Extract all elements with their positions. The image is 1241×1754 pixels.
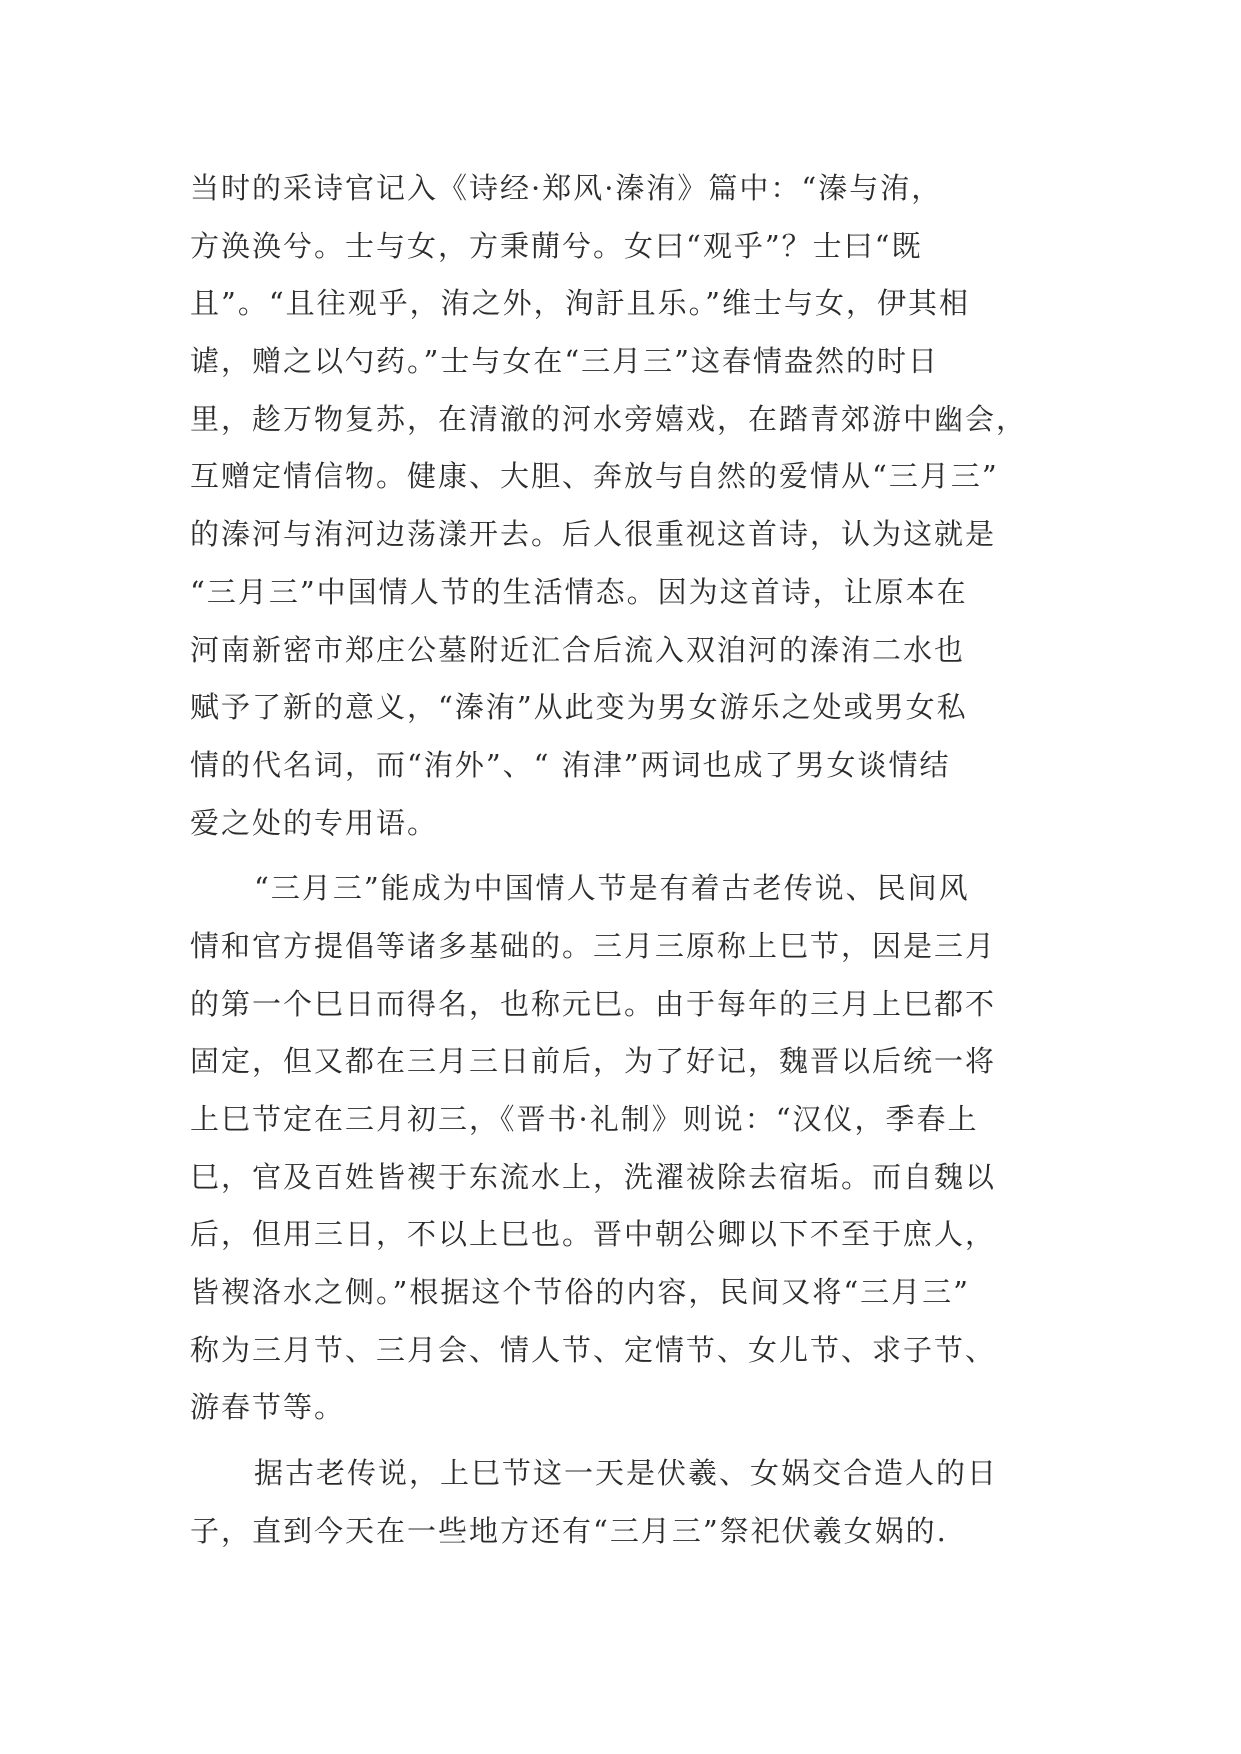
paragraph-1-line-10: 赋予了新的意义，“溱洧”从此变为男女游乐之处或男女私	[190, 690, 968, 725]
paragraph-1-line-8: “三月三”中国情人节的生活情态。因为这首诗，让原本在	[190, 574, 968, 609]
paragraph-1-line-5: 里，趁万物复苏，在清澈的河水旁嬉戏，在踏青郊游中幽会，	[190, 401, 1028, 436]
paragraph-2-line-10: 游春节等。	[190, 1390, 346, 1425]
paragraph-1-line-11: 情的代名词，而“洧外”、“ 洧津”两词也成了男女谈情结	[190, 747, 951, 782]
body-text	[190, 160, 1065, 1561]
paragraph-2-line-4: 固定，但又都在三月三日前后，为了好记，魏晋以后统一将	[190, 1044, 997, 1079]
paragraph-2-line-5: 上巳节定在三月初三，《晋书·礼制》则说：“汉仪，季春上	[190, 1102, 979, 1136]
paragraph-1-line-3: 且”。“且往观乎，洧之外，洵訏且乐。”维士与女，伊其相	[190, 286, 970, 321]
paragraph-2-line-3: 的第一个巳日而得名，也称元巳。由于每年的三月上巳都不	[190, 986, 997, 1021]
paragraph-2-line-9: 称为三月节、三月会、情人节、定情节、女儿节、求子节、	[190, 1332, 997, 1367]
paragraph-1-line-1: 当时的采诗官记入《诗经·郑风·溱洧》篇中：“溱与洧，	[190, 171, 943, 205]
paragraph-2-line-2: 情和官方提倡等诸多基础的。三月三原称上巳节，因是三月	[190, 928, 997, 963]
paragraph-1-line-12: 爱之处的专用语。	[190, 805, 439, 840]
paragraph-3-line-2: 子，直到今天在一些地方还有“三月三”祭祀伏羲女娲的.	[190, 1513, 948, 1548]
paragraph-2-line-1: “三月三”能成为中国情人节是有着古老传说、民间风	[254, 871, 970, 906]
paragraph-2-line-8: 皆褉洛水之侧。”根据这个节俗的内容，民间又将“三月三”	[190, 1275, 970, 1310]
paragraph-2-line-7: 后，但用三日，不以上巳也。晋中朝公卿以下不至于庶人，	[190, 1217, 997, 1252]
paragraph-2-line-6: 巳，官及百姓皆褉于东流水上，洗濯祓除去宿垢。而自魏以	[190, 1159, 997, 1194]
paragraph-1-line-9: 河南新密市郑庄公墓附近汇合后流入双洎河的溱洧二水也	[190, 632, 966, 667]
paragraph-1-line-7: 的溱河与洧河边荡漾开去。后人很重视这首诗，认为这就是	[190, 517, 997, 552]
paragraph-3-line-1: 据古老传说，上巳节这一天是伏羲、女娲交合造人的日	[254, 1456, 999, 1491]
paragraph-1-line-6: 互赠定情信物。健康、大胆、奔放与自然的爱情从“三月三”	[190, 459, 999, 494]
paragraph-1-line-4: 谑，赠之以勺药。”士与女在“三月三”这春情盎然的时日	[190, 344, 939, 379]
paragraph-1-line-2: 方涣涣兮。士与女，方秉蕑兮。女曰“观乎”？士曰“既	[190, 228, 923, 263]
